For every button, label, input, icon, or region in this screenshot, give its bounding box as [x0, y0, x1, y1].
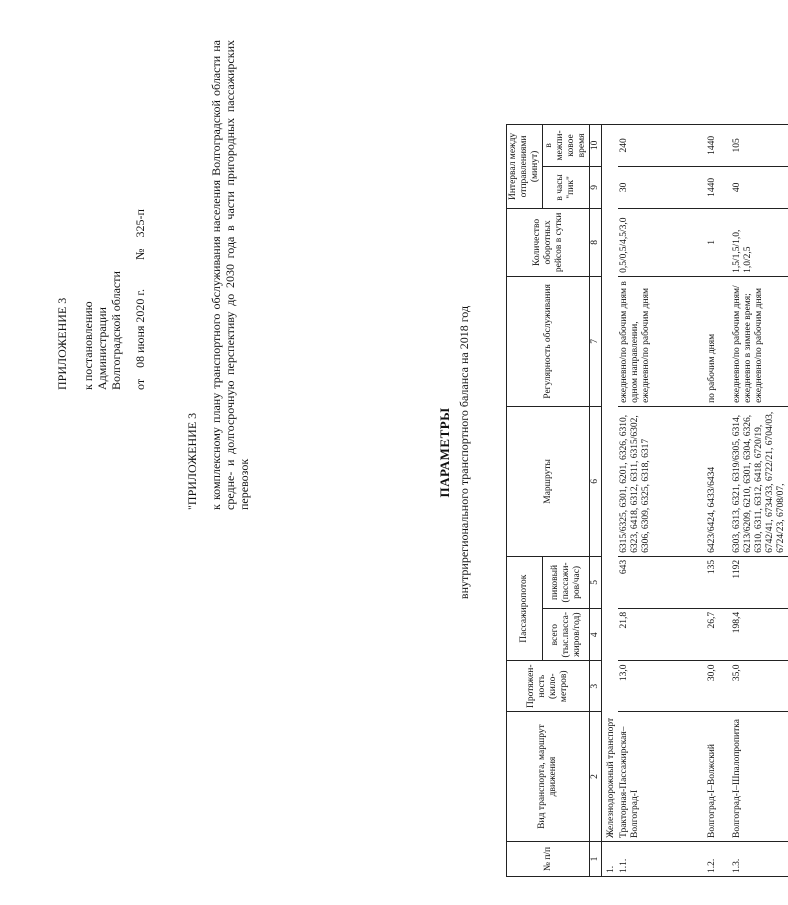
header-passflow: Пассажиропоток: [507, 556, 543, 661]
table-row: [618, 124, 706, 876]
title-main: ПАРАМЕТРЫ: [437, 407, 452, 498]
header-interval-peak: в часы "пик": [543, 166, 590, 208]
administration-line: Администрации: [95, 307, 109, 390]
appendix-header: [55, 209, 147, 390]
col-number: 2: [590, 712, 602, 842]
row-length: 35,0: [731, 661, 788, 712]
section-row: [602, 124, 619, 876]
subheader-appendix: "ПРИЛОЖЕНИЕ 3: [185, 412, 199, 510]
col-number: 10: [590, 124, 602, 166]
col-number: 8: [590, 208, 602, 276]
row-num: 1.1.: [618, 842, 706, 877]
header-trips: Количество оборотных рейсов в сутки: [507, 208, 590, 276]
col-number: 3: [590, 661, 602, 712]
header-routes: Маршруты: [507, 406, 590, 556]
row-total: 26,7: [706, 608, 731, 661]
col-number: 7: [590, 276, 602, 406]
row-num: 1.3.: [731, 842, 788, 877]
document-title: [437, 0, 472, 905]
number-prefix: №: [133, 248, 147, 260]
row-trips: 1,5/1,5/1,0, 1,0/2,5: [731, 208, 788, 276]
region-line: Волгоградской области: [109, 271, 123, 390]
col-number: 4: [590, 608, 602, 661]
row-routes: 6315/6325, 6301, 6201, 6326, 6310, 6323, 6418, 6312, 6311, 6315/6302, 6306, 6309, 6325, 6318, 6317: [618, 406, 706, 556]
row-route: Тракторная-Пассажирская–Волгоград-I: [618, 712, 706, 842]
date-number-line: [133, 209, 147, 390]
row-peak: 1192: [731, 556, 788, 608]
table-row: [731, 124, 788, 876]
col-number: 5: [590, 556, 602, 608]
row-peak: 135: [706, 556, 731, 608]
parameters-table: [506, 124, 788, 877]
number-value: 325-п: [133, 209, 147, 238]
table-header-row: [507, 124, 543, 876]
row-routes: 6423/6424, 6433/6434: [706, 406, 731, 556]
row-regularity: ежедневно/по рабочим дням в одном направлении, ежедневно/по рабочим дням: [618, 276, 706, 406]
row-length: 13,0: [618, 661, 706, 712]
column-number-row: [590, 124, 602, 876]
table-row: [706, 124, 731, 876]
subheader-block: [185, 40, 251, 510]
appendix-title: ПРИЛОЖЕНИЕ 3: [55, 297, 69, 390]
row-regularity: ежедневно/по рабочим дням/ежедневно в зимнее время; ежедневно/по рабочим дням: [731, 276, 788, 406]
row-peak: 643: [618, 556, 706, 608]
row-num: 1.2.: [706, 842, 731, 877]
header-num: № п/п: [507, 842, 590, 877]
section-name: Железнодорожный транспорт: [602, 124, 619, 841]
row-route: Волгоград-I–Шпалопропитка: [731, 712, 788, 842]
row-int-off: 1440: [706, 124, 731, 166]
title-sub: внутрирегионального транспортного баланса на 2018 год: [457, 305, 471, 600]
header-passflow-peak: пиковый (пассажи- ров/час): [543, 556, 590, 608]
header-interval: Интервал между отправлениями (минут): [507, 124, 543, 208]
header-interval-off: в межпи- ковое время: [543, 124, 590, 166]
row-length: 30,0: [706, 661, 731, 712]
subheader-text: к комплексному плану транспортного обслуживания населения Волгоградской области на средне- и долгосрочную перспективу до 2030 года в части пригородных пассажирских перевозок: [209, 40, 251, 510]
header-length: Протяжен- ность (кило- метров): [507, 661, 590, 712]
row-regularity: по рабочим дням: [706, 276, 731, 406]
row-int-peak: 1440: [706, 166, 731, 208]
row-total: 198,4: [731, 608, 788, 661]
row-trips: 1: [706, 208, 731, 276]
header-passflow-total: всего (тыс.пасса- жиров/год): [543, 608, 590, 661]
row-routes: 6303, 6313, 6321, 6319/6305, 6314, 6213/6209, 6210, 6301, 6304, 6326, 6310, 6311, 6312, 6418, 6720/19, 6742/41, 6734/33, 6722/21, 6704/03, 6724/23, 6708/07,: [731, 406, 788, 556]
row-int-peak: 30: [618, 166, 706, 208]
row-int-off: 105: [731, 124, 788, 166]
col-number: 9: [590, 166, 602, 208]
section-num: 1.: [602, 842, 619, 877]
header-regularity: Регулярность обслуживания: [507, 276, 590, 406]
col-number: 6: [590, 406, 602, 556]
date-value: 08 июня 2020 г.: [133, 289, 147, 368]
date-prefix: от: [133, 378, 147, 390]
row-int-off: 240: [618, 124, 706, 166]
col-number: 1: [590, 842, 602, 877]
resolution-line: к постановлению: [81, 301, 95, 390]
row-route: Волгоград-I–Волжский: [706, 712, 731, 842]
header-vid: Вид транспорта, маршрут движения: [507, 712, 590, 842]
row-total: 21,8: [618, 608, 706, 661]
row-int-peak: 40: [731, 166, 788, 208]
row-trips: 0,5/0,5/4,5/3,0: [618, 208, 706, 276]
